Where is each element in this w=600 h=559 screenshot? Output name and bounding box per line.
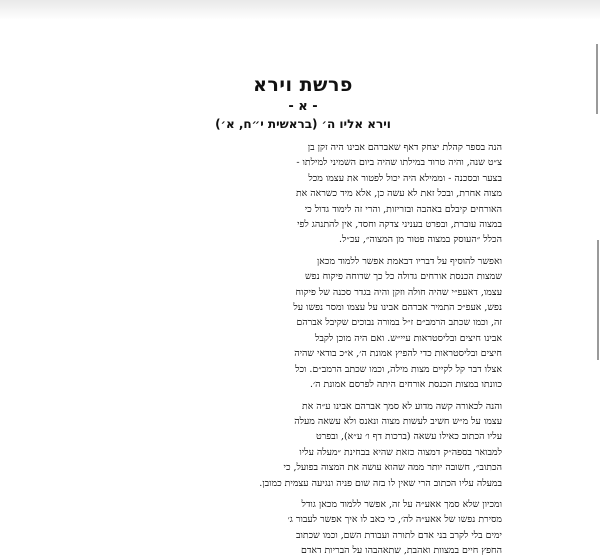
chapter-number: - א - bbox=[288, 99, 318, 114]
paragraph: ומכיון שלא סמך אאע״ה על זה, אפשר ללמוד מכאן גודל מסירת נפשו של אאע״ה לה׳, כי כאב לו איך אפשר לעבור ג׳ ימים בלי לקרב בני אדם לתורה ועבודת השם, וכמו שכתוב החפץ חיים במצוות ואהבת, שתאהבהו על הבריות דאדם bbox=[287, 498, 502, 557]
page-title: פרשת וירא bbox=[253, 74, 353, 96]
paragraph: הנה בספר קהלת יצחק דאף שאברהם אבינו היה זקן בן צ״ט שנה, והיה טרוד במילתו שהיה ביום השמיני למילתו - בצער ובסכנה - וממילא היה יכול לפטור את עצמו מכל מצוה אחרת, ובכל זאת לא עשה כן, אלא מיד כשראה את האורחים קיבלם באהבה ובזריזות, והרי זה לימוד גדול כי במצוה עוברת, ובפרט בעניני צדקה וחסד, אין להתנהג לפי הכלל ״העוסק במצוה פטור מן המצוה״, עכ״ל. bbox=[295, 142, 502, 246]
scan-margin-mark bbox=[597, 240, 599, 360]
paragraph: והנה לכאורה קשה מדוע לא סמך אברהם אבינו ע״ה את עצמו על מ״ש חשיב לעשות מצוה ונאנס ולא עשאה מעלה עליו הכתוב כאילו עשאה (ברכות דף ו׳ ע״א), ובפרט למבואר בספה״ק דמצוה כזאת שהיא בבחינת ״מעלה עליו הכתוב״, חשובה יותר ממה שהוא עושה את המצוה בפועל, כי במעלה עליו הכתוב הרי שאין לו בזה שום פניה ונגיעה עצמית כמובן. bbox=[259, 400, 502, 489]
paragraph: ואפשר להוסיף על דבריו דבאמת אפשר ללמוד מכאן שמצות הכנסת אורחים גדולה כל כך שדוחה פיקוח נפש עצמו, דאעפ״י שהיה חולה וזקן והיה בגדר סכנה של פיקוח נפש, אעפ״כ התמיר אברהם אבינו על עצמו ומסר נפשו על זה, וכמו שכתב הרמב״ם ז״ל במורה נבוכים שקיבל אברהם אבינו חיצים ובליסטראות עיי״ש. ואם היה מוכן לקבל חיצים ובליסטראות כדי להפיץ אמונת ה׳, א״כ בודאי שהיה אצלו דבר קל לקיים מצות מילה, וכמו שכתב הרמב״ם. וכל כוונתו במצות הכנסת אורחים היתה לפרסם אמונת ה׳. bbox=[293, 255, 502, 391]
verse-heading: וירא אליו ה׳ (בראשית י״ח, א׳) bbox=[215, 117, 391, 131]
scan-top-edge bbox=[0, 0, 600, 20]
document-page bbox=[104, 62, 502, 557]
scan-margin-mark bbox=[596, 44, 598, 114]
